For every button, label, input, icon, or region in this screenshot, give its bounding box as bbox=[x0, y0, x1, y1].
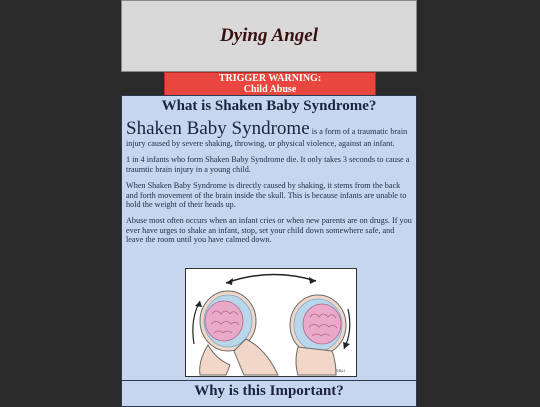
brain-injury-diagram bbox=[186, 269, 356, 376]
trigger-warning-banner bbox=[164, 72, 376, 96]
image-credit: ©BLI bbox=[336, 368, 345, 373]
definition-text: is a form of a traumatic brain injury caused by severe shaking, throwing, or physical violence, against an infant. bbox=[126, 127, 408, 148]
advice-paragraph: Abuse most often occurs when an infant cries or when new parents are on drugs. If you ever have urges to shake an infant, stop, set your child down somewhere safe, and leave the room until you have calmed down. bbox=[126, 216, 412, 245]
arrow-head-left-icon bbox=[226, 278, 233, 285]
page-column bbox=[121, 0, 417, 405]
statistic-paragraph: 1 in 4 infants who form Shaken Baby Syndrome die. It only takes 3 seconds to cause a traumtic brain injury in a young child. bbox=[126, 155, 410, 174]
arrow-head-right-icon bbox=[309, 277, 316, 284]
site-title: Dying Angel bbox=[220, 25, 318, 46]
term-title: Shaken Baby Syndrome bbox=[126, 118, 310, 139]
shaken-baby-illustration bbox=[185, 268, 357, 377]
cause-paragraph: When Shaken Baby Syndrome is directly caused by shaking, it stems from the back and forth movement of the brain inside the skull. This is because infants are unable to hold the weight of their heads up. bbox=[126, 181, 407, 210]
trigger-warning-topic: Child Abuse bbox=[243, 84, 297, 95]
section-heading-what-is: What is Shaken Baby Syndrome? bbox=[161, 98, 377, 114]
trigger-warning-label: TRIGGER WARNING: bbox=[218, 73, 322, 84]
section-why-important bbox=[121, 380, 417, 407]
content-panel bbox=[121, 95, 417, 381]
definition-paragraph bbox=[126, 119, 412, 148]
header-banner bbox=[121, 0, 417, 72]
brain-right-icon bbox=[303, 304, 341, 344]
brain-left-icon bbox=[205, 301, 243, 341]
section-heading-why-important: Why is this Important? bbox=[194, 383, 344, 399]
